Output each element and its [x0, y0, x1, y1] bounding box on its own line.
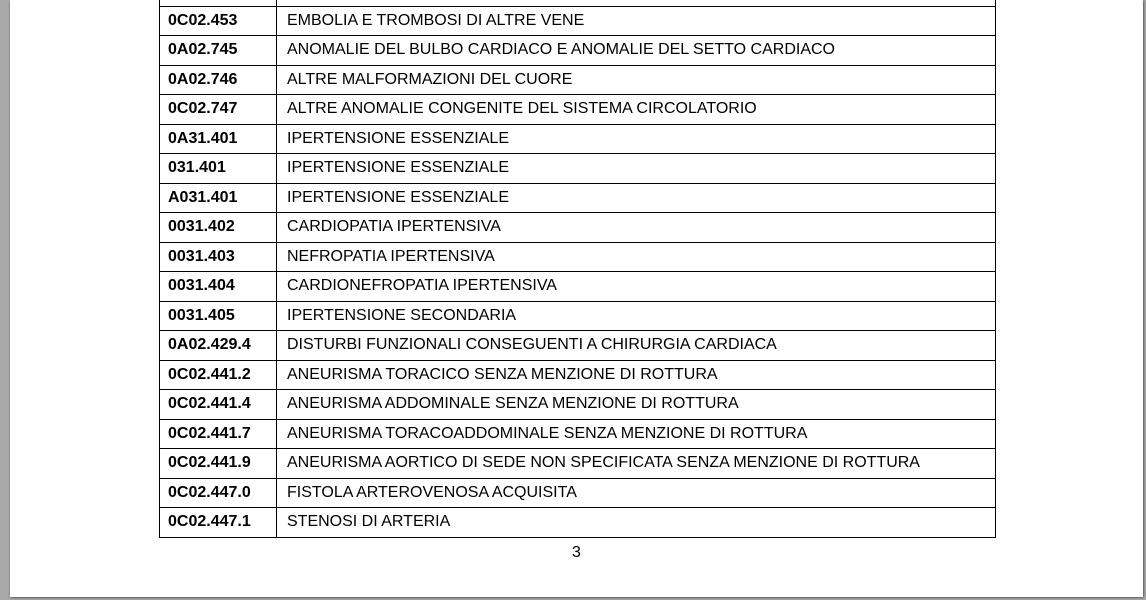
table-row: [160, 242, 996, 272]
codes-table-body: [160, 0, 996, 537]
code-cell: 0C02.747: [160, 95, 277, 125]
page-number: 3: [572, 544, 581, 561]
table-row: [160, 95, 996, 125]
description-cell: ALTRE ANOMALIE CONGENITE DEL SISTEMA CIRCOLATORIO: [277, 95, 996, 125]
description-cell: ALTRE MALFORMAZIONI DEL CUORE: [277, 65, 996, 95]
description-cell: DISTURBI FUNZIONALI CONSEGUENTI A CHIRURGIA CARDIACA: [277, 331, 996, 361]
code-cell: 0A02.745: [160, 36, 277, 66]
code-cell: 0C02.453: [160, 6, 277, 36]
codes-table: [159, 0, 996, 538]
code-cell: 0031.403: [160, 242, 277, 272]
description-cell: EMBOLIA E TROMBOSI DI ALTRE VENE: [277, 6, 996, 36]
code-cell: 0C02.447.0: [160, 478, 277, 508]
code-cell: 0031.405: [160, 301, 277, 331]
table-row: [160, 360, 996, 390]
description-cell: IPERTENSIONE ESSENZIALE: [277, 183, 996, 213]
description-cell: IPERTENSIONE SECONDARIA: [277, 301, 996, 331]
description-cell: STENOSI DI ARTERIA: [277, 508, 996, 538]
description-cell: IPERTENSIONE ESSENZIALE: [277, 124, 996, 154]
code-cell: 0C02.441.2: [160, 360, 277, 390]
document-page: [10, 0, 1143, 597]
description-cell: FISTOLA ARTEROVENOSA ACQUISITA: [277, 478, 996, 508]
table-row: [160, 65, 996, 95]
code-cell: 0A31.401: [160, 124, 277, 154]
table-row: [160, 331, 996, 361]
description-cell: ANEURISMA ADDOMINALE SENZA MENZIONE DI ROTTURA: [277, 390, 996, 420]
code-cell: 0C02.441.4: [160, 390, 277, 420]
table-row: [160, 478, 996, 508]
code-cell: 0C02.441.7: [160, 419, 277, 449]
table-row: [160, 6, 996, 36]
description-cell: CARDIONEFROPATIA IPERTENSIVA: [277, 272, 996, 302]
code-cell: 0C02.441.9: [160, 449, 277, 479]
code-cell: 0031.402: [160, 213, 277, 243]
description-cell: ANEURISMA TORACOADDOMINALE SENZA MENZIONE DI ROTTURA: [277, 419, 996, 449]
code-cell: 0A02.746: [160, 65, 277, 95]
table-row: [160, 508, 996, 538]
description-cell: IPERTENSIONE ESSENZIALE: [277, 154, 996, 184]
table-row: [160, 183, 996, 213]
table-row: [160, 213, 996, 243]
code-cell: 0C02.447.1: [160, 508, 277, 538]
code-cell: 031.401: [160, 154, 277, 184]
description-cell: NEFROPATIA IPERTENSIVA: [277, 242, 996, 272]
code-cell: 0A02.429.4: [160, 331, 277, 361]
code-cell: A031.401: [160, 183, 277, 213]
table-row: [160, 390, 996, 420]
description-cell: ANEURISMA AORTICO DI SEDE NON SPECIFICATA SENZA MENZIONE DI ROTTURA: [277, 449, 996, 479]
code-cell: 0031.404: [160, 272, 277, 302]
table-row: [160, 272, 996, 302]
table-row: [160, 36, 996, 66]
table-row: [160, 154, 996, 184]
table-row: [160, 449, 996, 479]
table-row: [160, 419, 996, 449]
table-row: [160, 124, 996, 154]
table-row: [160, 301, 996, 331]
description-cell: ANEURISMA TORACICO SENZA MENZIONE DI ROTTURA: [277, 360, 996, 390]
description-cell: CARDIOPATIA IPERTENSIVA: [277, 213, 996, 243]
description-cell: ANOMALIE DEL BULBO CARDIACO E ANOMALIE DEL SETTO CARDIACO: [277, 36, 996, 66]
